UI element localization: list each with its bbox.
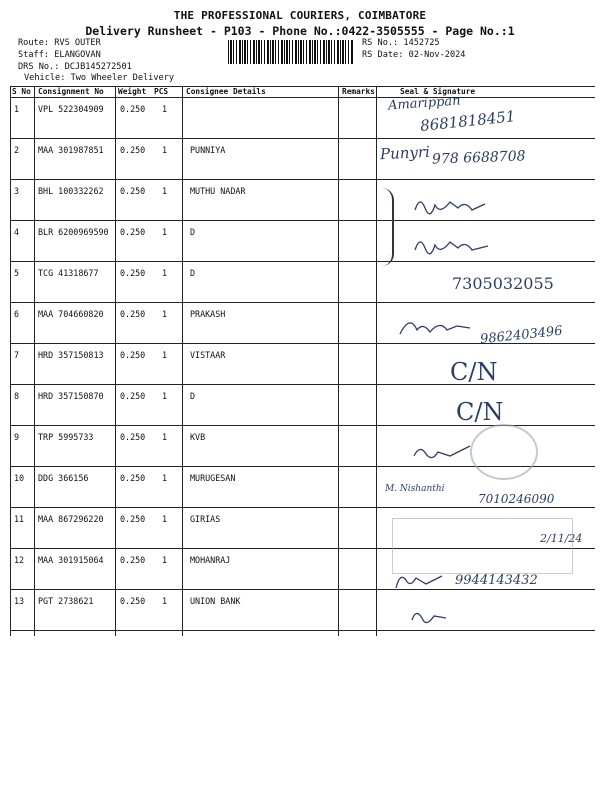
signature-2-name: Punyri <box>379 142 431 164</box>
row-sno: 11 <box>14 514 25 524</box>
signature-1-phone: 8681818451 <box>419 107 517 135</box>
row-consignee: KVB <box>190 432 206 442</box>
signature-11-date: 2/11/24 <box>540 532 583 545</box>
row-pcs: 1 <box>162 350 168 360</box>
signature-1-name: Amarippan <box>387 93 462 114</box>
row-pcs: 1 <box>162 391 168 401</box>
row-weight: 0.250 <box>120 268 146 278</box>
signature-2-phone: 978 6688708 <box>431 148 526 168</box>
row-consignment-no: TRP 5995733 <box>38 432 94 442</box>
row-consignee: D <box>190 268 196 278</box>
row-sno: 12 <box>14 555 25 565</box>
header-seal: Seal & Signature <box>400 87 476 96</box>
row-pcs: 1 <box>162 596 168 606</box>
vehicle-info: Vehicle: Two Wheeler Delivery <box>24 73 175 83</box>
row-sno: 4 <box>14 227 20 237</box>
signature-10-phone: 7010246090 <box>478 492 555 506</box>
row-consignee: MUTHU NADAR <box>190 186 246 196</box>
row-consignee: PUNNIYA <box>190 145 226 155</box>
row-consignment-no: MAA 301987851 <box>38 145 104 155</box>
rs-number: RS No.: 1452725 <box>362 38 440 48</box>
bracket-mark <box>378 188 394 266</box>
staff-info: Staff: ELANGOVAN <box>18 50 101 60</box>
table-row <box>10 344 595 385</box>
table-row <box>10 590 595 631</box>
row-weight: 0.250 <box>120 391 146 401</box>
row-consignee: MOHANRAJ <box>190 555 231 565</box>
row-sno: 6 <box>14 309 20 319</box>
header-weight: Weight <box>118 87 147 96</box>
row-sno: 13 <box>14 596 25 606</box>
rs-date: RS Date: 02-Nov-2024 <box>362 50 466 60</box>
header-pcs: PCS <box>154 87 169 96</box>
row-weight: 0.250 <box>120 186 146 196</box>
header-sno: S No <box>12 87 31 96</box>
row-consignment-no: VPL 522304909 <box>38 104 104 114</box>
runsheet-subtitle: Delivery Runsheet - P103 - Phone No.:0422-3505555 - Page No.:1 <box>85 24 515 38</box>
row-sno: 2 <box>14 145 20 155</box>
row-pcs: 1 <box>162 473 168 483</box>
signature-10-name: M. Nishanthi <box>385 484 445 494</box>
seal-stamp <box>470 424 538 480</box>
row-consignee: GIRIAS <box>190 514 221 524</box>
row-consignment-no: MAA 301915064 <box>38 555 104 565</box>
row-sno: 10 <box>14 473 25 483</box>
row-consignee: D <box>190 391 196 401</box>
row-weight: 0.250 <box>120 596 146 606</box>
row-consignee: PRAKASH <box>190 309 226 319</box>
row-pcs: 1 <box>162 514 168 524</box>
row-pcs: 1 <box>162 555 168 565</box>
row-sno: 1 <box>14 104 20 114</box>
row-consignment-no: MAA 704660820 <box>38 309 104 319</box>
drs-number: DRS No.: DCJB145272501 <box>18 62 132 72</box>
route-info: Route: RVS OUTER <box>18 38 101 48</box>
signature-12-phone: 9944143432 <box>455 573 538 588</box>
row-sno: 5 <box>14 268 20 278</box>
header-consignee: Consignee Details <box>186 87 266 96</box>
row-consignment-no: HRD 357150870 <box>38 391 104 401</box>
signature-13-image <box>406 606 450 632</box>
row-pcs: 1 <box>162 432 168 442</box>
table-row <box>10 385 595 426</box>
signature-6-image <box>395 312 485 342</box>
row-sno: 9 <box>14 432 20 442</box>
row-weight: 0.250 <box>120 309 146 319</box>
header-remarks: Remarks <box>342 87 375 96</box>
row-weight: 0.250 <box>120 145 146 155</box>
row-weight: 0.250 <box>120 432 146 442</box>
row-pcs: 1 <box>162 145 168 155</box>
row-consignment-no: BLR 6200969590 <box>38 227 109 237</box>
table-header <box>10 86 595 98</box>
row-consignee: VISTAAR <box>190 350 226 360</box>
row-consignee: D <box>190 227 196 237</box>
row-sno: 8 <box>14 391 20 401</box>
row-consignment-no: MAA 867296220 <box>38 514 104 524</box>
row-consignment-no: HRD 357150813 <box>38 350 104 360</box>
row-sno: 7 <box>14 350 20 360</box>
signature-3-4-image <box>410 190 510 270</box>
row-sno: 3 <box>14 186 20 196</box>
row-weight: 0.250 <box>120 514 146 524</box>
company-title: THE PROFESSIONAL COURIERS, COIMBATORE <box>173 9 427 22</box>
row-weight: 0.250 <box>120 104 146 114</box>
signature-7-text: C/N <box>450 358 498 386</box>
signature-12-image <box>392 568 452 594</box>
row-pcs: 1 <box>162 104 168 114</box>
row-weight: 0.250 <box>120 227 146 237</box>
row-weight: 0.250 <box>120 350 146 360</box>
row-pcs: 1 <box>162 186 168 196</box>
barcode-image <box>228 40 354 64</box>
row-weight: 0.250 <box>120 473 146 483</box>
row-consignee: MURUGESAN <box>190 473 236 483</box>
signature-6-phone: 9862403496 <box>479 323 564 348</box>
row-pcs: 1 <box>162 227 168 237</box>
signature-5-phone: 7305032055 <box>452 274 554 293</box>
row-consignment-no: TCG 41318677 <box>38 268 99 278</box>
row-pcs: 1 <box>162 309 168 319</box>
company-stamp <box>392 518 573 574</box>
row-pcs: 1 <box>162 268 168 278</box>
row-weight: 0.250 <box>120 555 146 565</box>
row-consignment-no: DDG 366156 <box>38 473 89 483</box>
row-consignment-no: PGT 2738621 <box>38 596 94 606</box>
header-consignment: Consignment No <box>38 87 104 96</box>
row-consignee: UNION BANK <box>190 596 241 606</box>
row-consignment-no: BHL 100332262 <box>38 186 104 196</box>
signature-8-text: C/N <box>456 398 504 426</box>
